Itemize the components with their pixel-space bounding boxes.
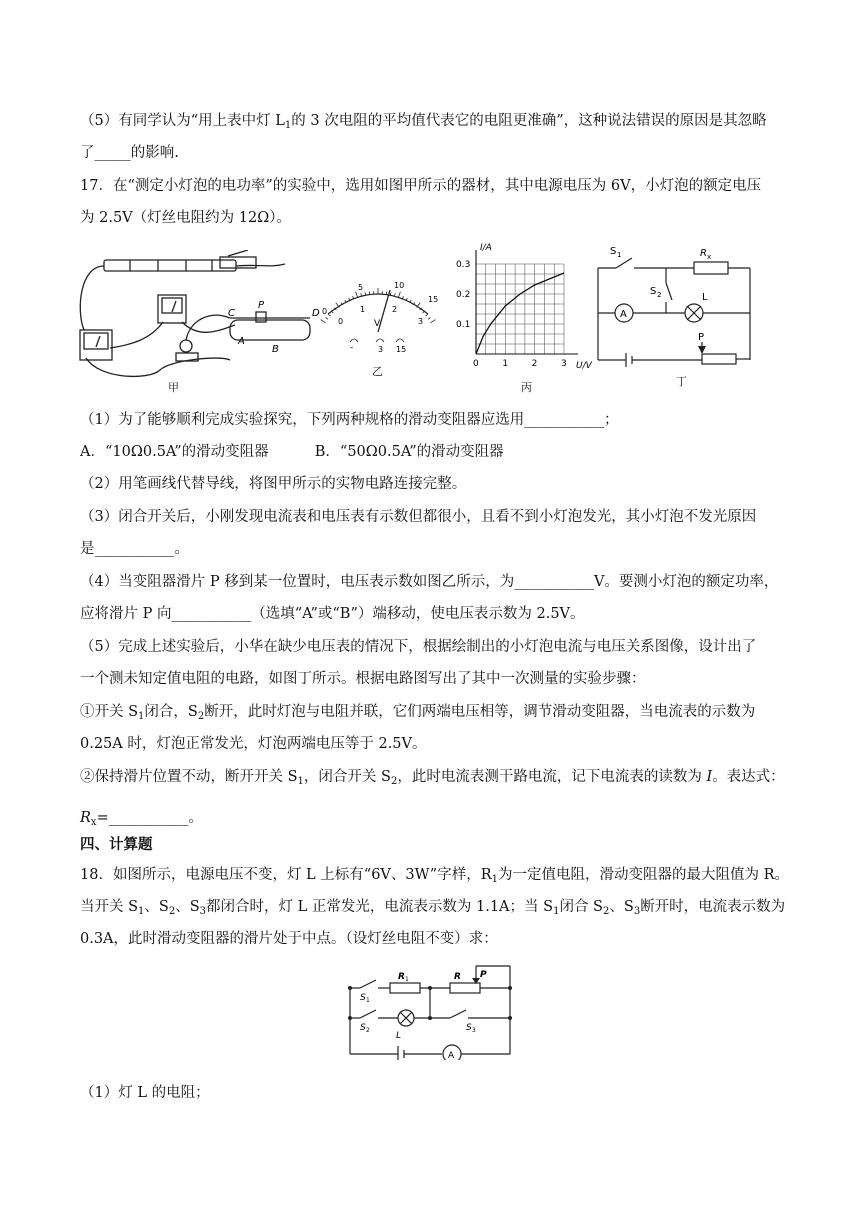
svg-text:10: 10 xyxy=(394,281,405,290)
svg-text:3: 3 xyxy=(378,345,384,354)
q17-options: A．“10Ω0.5A”的滑动变阻器 B．“50Ω0.5A”的滑动变阻器 xyxy=(80,444,504,460)
svg-text:2: 2 xyxy=(657,291,662,299)
caption-ding: 丁 xyxy=(676,375,687,388)
q17-intro-line2: 为 2.5V（灯丝电阻约为 12Ω）。 xyxy=(80,210,291,226)
jia-label-b: B xyxy=(272,344,279,355)
svg-text:1: 1 xyxy=(366,997,370,1004)
q16-5-line1: （5）有同学认为“用上表中灯 $L_1$的 3 次电阻的平均值代表它的电阻更准确”，这种说法错误的原因是其忽略 xyxy=(80,113,767,131)
svg-text:S: S xyxy=(360,1023,366,1033)
q18-sub1: （1）灯 L 的电阻； xyxy=(80,1085,210,1101)
q18-line1: 18．如图所示，电源电压不变，灯 L 上标有“6V、3W”字样，$R_1$为一定值电阻，滑动变阻器的最大阻值为 R。 xyxy=(80,867,790,885)
q18-line3: 0.3A，此时滑动变阻器的滑片处于中点。（设灯丝电阻不变）求： xyxy=(80,931,498,947)
q17-step2-line1: ②保持滑片位置不动，断开开关 $S_1$，闭合开关 $S_2$，此时电流表测干路电流，记下电流表的读数为 I。表达式： xyxy=(80,769,785,787)
q17-step1-line1: ①开关 $S_1$闭合，$S_2$断开，此时灯泡与电阻并联，它们两端电压相等，调节滑动变阻器，当电流表的示数为 xyxy=(80,704,756,722)
q16-5-line2: 了_____的影响. xyxy=(80,145,179,161)
svg-text:L: L xyxy=(396,1031,402,1041)
q17-step2-line2: $R_x=\_\_\_\_\_\_\_\_\_\_\_$。 xyxy=(80,810,203,828)
svg-text:-: - xyxy=(350,343,354,353)
q17-5-line2: 一个测未知定值电阻的电路，如图丁所示。根据电路图写出了其中一次测量的实验步骤： xyxy=(80,671,646,687)
caption-bing: 丙 xyxy=(521,381,532,394)
svg-text:R: R xyxy=(454,972,461,982)
q17-4-line2: 应将滑片 P 向___________（选填“A”或“B”）端移动，使电压表示数为 2.5V。 xyxy=(80,606,585,622)
meter-tick xyxy=(356,292,358,298)
y-tick-label: 0.2 xyxy=(456,290,471,300)
svg-text:1: 1 xyxy=(360,305,366,314)
svg-text:V: V xyxy=(374,319,381,329)
figure-bing-chart xyxy=(450,236,600,376)
svg-text:0: 0 xyxy=(338,317,344,326)
svg-text:R: R xyxy=(700,248,707,259)
svg-text:15: 15 xyxy=(396,345,407,354)
figure-q18-circuit xyxy=(340,960,520,1060)
svg-text:x: x xyxy=(707,253,712,261)
jia-label-p: P xyxy=(258,300,265,311)
q17-step1-line2: 0.25A 时，灯泡正常发光，灯泡两端电压等于 2.5V。 xyxy=(80,736,427,752)
svg-text:S: S xyxy=(360,993,366,1003)
caption-jia: 甲 xyxy=(168,381,179,394)
meter-tick xyxy=(428,318,430,320)
figure-ding-circuit xyxy=(590,238,770,368)
svg-text:P: P xyxy=(698,332,705,343)
svg-text:3: 3 xyxy=(472,1027,476,1034)
jia-label-d: D xyxy=(312,308,320,319)
jia-label-c: C xyxy=(228,308,235,319)
figure-yi xyxy=(316,272,440,372)
svg-text:A: A xyxy=(620,309,627,320)
q17-3-line2: 是___________。 xyxy=(80,541,189,557)
meter-tick xyxy=(425,314,427,316)
svg-text:1: 1 xyxy=(405,976,409,983)
x-tick-label: 1 xyxy=(502,359,509,369)
caption-yi: 乙 xyxy=(372,365,383,378)
x-tick-label: 2 xyxy=(531,359,538,369)
svg-text:5: 5 xyxy=(358,283,364,292)
q17-4-line1: （4）当变阻器滑片 P 移到某一位置时，电压表示数如图乙所示，为___________V。要测小灯泡的额定功率， xyxy=(80,574,779,590)
svg-text:2: 2 xyxy=(366,1027,370,1034)
y-tick-label: 0.3 xyxy=(456,260,471,270)
meter-tick xyxy=(328,314,330,316)
q17-5-line1: （5）完成上述实验后，小华在缺少电压表的情况下，根据绘制出的小灯泡电流与电压关系图像，设计出了 xyxy=(80,639,757,655)
chart-xlabel: U/V xyxy=(576,361,592,371)
q17-1: （1）为了能够顺利完成实验探究，下列两种规格的滑动变阻器应选用___________； xyxy=(80,412,619,428)
meter-tick xyxy=(321,320,326,323)
svg-text:S: S xyxy=(610,246,617,257)
q17-3-line1: （3）闭合开关后，小刚发现电流表和电压表有示数但都很小，且看不到小灯泡发光，其小灯泡不发光原因 xyxy=(80,509,757,525)
svg-text:S: S xyxy=(466,1023,472,1033)
q17-2: （2）用笔画线代替导线，将图甲所示的实物电路连接完整。 xyxy=(80,476,467,492)
iv-curve xyxy=(476,273,564,354)
x-tick-label: 3 xyxy=(561,359,567,369)
svg-text:L: L xyxy=(702,292,708,303)
svg-text:2: 2 xyxy=(392,305,398,314)
svg-text:P: P xyxy=(480,970,487,980)
svg-text:R: R xyxy=(398,972,405,982)
q17-intro-line1: 17．在“测定小灯泡的电功率”的实验中，选用如图甲所示的器材，其中电源电压为 6V，小灯泡的额定电压 xyxy=(80,178,762,194)
x-tick-label: 0 xyxy=(473,359,479,369)
svg-text:S: S xyxy=(650,286,657,297)
svg-text:A: A xyxy=(448,1051,455,1060)
meter-tick xyxy=(398,292,400,298)
svg-text:3: 3 xyxy=(418,317,424,326)
q18-line2: 当开关 $S_1$、$S_2$、$S_3$都闭合时，灯 L 正常发光，电流表示数为 1.1A；当 $S_1$闭合 $S_2$、$S_3$断开时，电流表示数为 xyxy=(80,899,786,917)
figure-jia xyxy=(70,250,340,390)
chart-ylabel: I/A xyxy=(480,243,492,253)
meter-tick xyxy=(430,320,435,323)
svg-text:1: 1 xyxy=(617,251,622,259)
section-title: 四、计算题 xyxy=(80,837,153,853)
y-tick-label: 0.1 xyxy=(456,320,471,330)
jia-label-a: A xyxy=(238,336,245,347)
svg-text:0: 0 xyxy=(322,307,328,316)
svg-text:15: 15 xyxy=(428,295,439,304)
meter-tick xyxy=(326,318,328,320)
